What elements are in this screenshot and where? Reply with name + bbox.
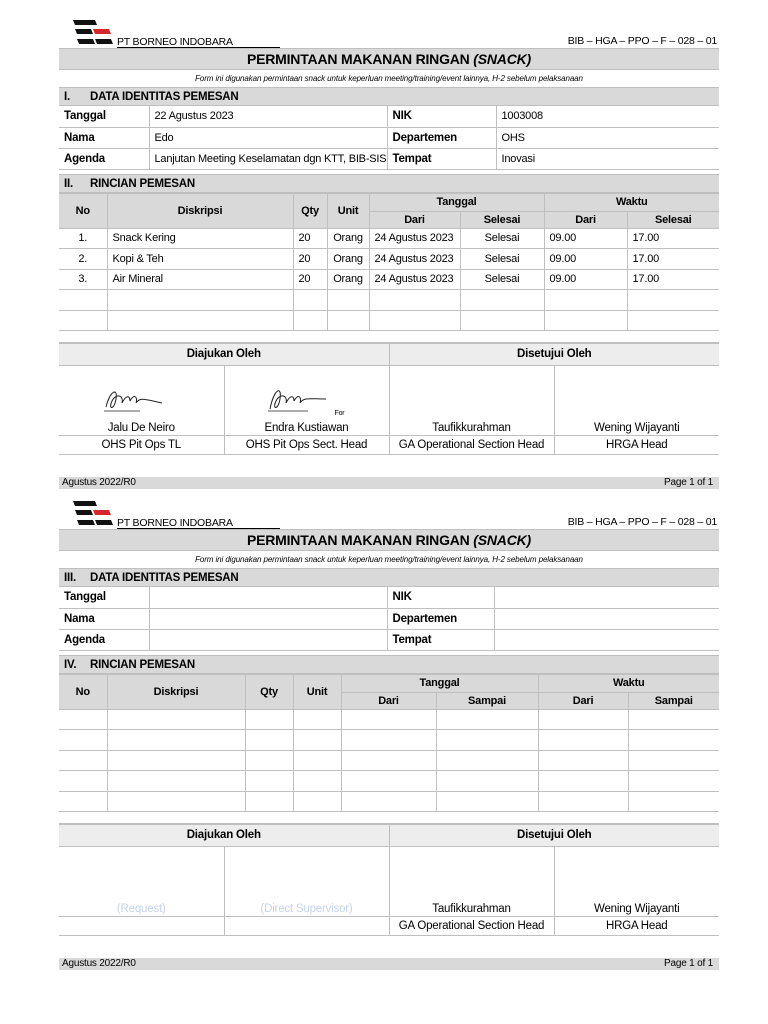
nama-label: Nama — [59, 608, 149, 629]
revision-label: Agustus 2022/R0 — [62, 476, 136, 488]
identity-table — [59, 587, 719, 651]
time-to[interactable] — [628, 771, 719, 792]
col-waktu: Waktu — [544, 193, 719, 211]
signature-cell[interactable] — [224, 846, 389, 916]
date-from[interactable] — [341, 750, 436, 771]
item-unit[interactable] — [293, 771, 341, 792]
item-qty[interactable]: 20 — [293, 228, 327, 249]
date-to[interactable] — [460, 310, 544, 331]
date-to[interactable] — [436, 730, 538, 751]
col-waktu-sampai: Sampai — [628, 692, 719, 709]
identity-row — [59, 608, 719, 629]
row-number[interactable] — [59, 791, 107, 812]
time-to[interactable] — [628, 730, 719, 751]
signer-role: HRGA Head — [554, 435, 719, 454]
title-italic: (SNACK) — [473, 532, 532, 548]
item-unit[interactable]: Orang — [327, 228, 369, 249]
company-logo-icon — [73, 499, 117, 529]
col-waktu-dari: Dari — [544, 211, 627, 228]
form-footer — [59, 958, 719, 970]
item-description[interactable] — [107, 750, 245, 771]
form-header — [59, 499, 719, 529]
snack-request-form-1 — [59, 18, 719, 489]
section-order-header — [59, 174, 719, 193]
time-from[interactable] — [544, 310, 627, 331]
signer-name: Wening Wijayanti — [594, 902, 680, 915]
time-from[interactable] — [544, 290, 627, 311]
nik-label: NIK — [387, 106, 496, 127]
order-rows — [59, 228, 719, 331]
signer-role — [59, 916, 224, 935]
date-from[interactable]: 24 Agustus 2023 — [369, 269, 460, 290]
signer-role: OHS Pit Ops TL — [59, 435, 224, 454]
submitted-by-header: Diajukan Oleh — [59, 824, 389, 846]
section-title: RINCIAN PEMESAN — [90, 658, 195, 671]
item-qty[interactable] — [293, 290, 327, 311]
signature-cell — [389, 365, 554, 435]
col-description: Diskripsi — [107, 193, 293, 228]
date-from[interactable] — [369, 290, 460, 311]
row-number[interactable] — [59, 730, 107, 751]
departemen-label: Departemen — [387, 127, 496, 148]
col-tanggal-dari: Dari — [369, 211, 460, 228]
item-description[interactable]: Kopi & Teh — [107, 249, 293, 270]
form-title — [59, 48, 719, 70]
date-to[interactable] — [436, 791, 538, 812]
signature-table — [59, 823, 719, 936]
item-description[interactable] — [107, 709, 245, 730]
table-row — [59, 750, 719, 771]
item-description[interactable] — [107, 310, 293, 331]
section-number: IV. — [64, 658, 77, 671]
tempat-label: Tempat — [387, 629, 494, 650]
date-from[interactable] — [341, 709, 436, 730]
row-number[interactable] — [59, 310, 107, 331]
row-number[interactable] — [59, 290, 107, 311]
time-from[interactable]: 09.00 — [544, 249, 627, 270]
date-to[interactable] — [460, 290, 544, 311]
agenda-field[interactable]: Lanjutan Meeting Keselamatan dgn KTT, BIB-SIS — [149, 148, 387, 169]
form-title — [59, 529, 719, 551]
time-to[interactable]: 17.00 — [627, 228, 719, 249]
nama-field[interactable] — [149, 608, 387, 629]
title-main: PERMINTAAN MAKANAN RINGAN — [246, 532, 470, 548]
time-from[interactable] — [538, 791, 628, 812]
date-to[interactable] — [436, 709, 538, 730]
col-unit: Unit — [293, 674, 341, 709]
document-number: BIB – HGA – PPO – F – 028 – 01 — [567, 516, 717, 528]
order-table — [59, 674, 719, 813]
section-order-header — [59, 655, 719, 674]
date-to[interactable]: Selesai — [460, 269, 544, 290]
section-number: III. — [64, 572, 76, 584]
item-qty[interactable] — [245, 771, 293, 792]
company-name: PT BORNEO INDOBARA — [117, 517, 233, 529]
item-qty[interactable] — [245, 730, 293, 751]
revision-label: Agustus 2022/R0 — [62, 957, 136, 969]
table-row — [59, 730, 719, 751]
agenda-label: Agenda — [59, 148, 149, 169]
col-qty: Qty — [293, 193, 327, 228]
tempat-field[interactable] — [494, 629, 719, 650]
time-from[interactable] — [538, 709, 628, 730]
signer-name: Wening Wijayanti — [594, 421, 680, 434]
item-qty[interactable] — [245, 750, 293, 771]
form-subtitle: Form ini digunakan permintaan snack untuk keperluan meeting/training/event lainnya, H-2 sebelum pelaksanaan — [195, 555, 583, 564]
col-qty: Qty — [245, 674, 293, 709]
company-underline — [117, 528, 280, 529]
requester-placeholder: (Request) — [116, 902, 166, 915]
date-to[interactable]: Selesai — [460, 249, 544, 270]
time-from[interactable] — [538, 771, 628, 792]
item-qty[interactable]: 20 — [293, 269, 327, 290]
identity-row — [59, 127, 719, 148]
page-number: Page 1 of 1 — [664, 476, 713, 488]
item-description[interactable] — [107, 791, 245, 812]
form-footer — [59, 477, 719, 489]
date-from[interactable]: 24 Agustus 2023 — [369, 228, 460, 249]
item-qty[interactable] — [245, 791, 293, 812]
col-tanggal-selesai: Selesai — [460, 211, 544, 228]
tempat-field[interactable]: Inovasi — [496, 148, 719, 169]
signature-cell — [59, 365, 224, 435]
tanggal-field[interactable]: 22 Agustus 2023 — [149, 106, 387, 127]
item-description[interactable]: Snack Kering — [107, 228, 293, 249]
section-title: DATA IDENTITAS PEMESAN — [90, 91, 239, 103]
section-identity-header — [59, 87, 719, 106]
col-tanggal: Tanggal — [369, 193, 544, 211]
item-unit[interactable]: Orang — [327, 249, 369, 270]
row-number[interactable]: 2. — [59, 249, 107, 270]
col-no: No — [59, 674, 107, 709]
table-row — [59, 269, 719, 290]
form-header — [59, 18, 719, 48]
submitted-by-header: Diajukan Oleh — [59, 343, 389, 365]
section-title: DATA IDENTITAS PEMESAN — [90, 572, 239, 584]
item-unit[interactable]: Orang — [327, 269, 369, 290]
tanggal-field[interactable] — [149, 587, 387, 608]
section-number: II. — [64, 177, 73, 190]
approved-by-header: Disetujui Oleh — [389, 824, 719, 846]
col-waktu: Waktu — [538, 674, 719, 692]
signer-role: GA Operational Section Head — [389, 916, 554, 935]
item-qty[interactable] — [293, 310, 327, 331]
date-to[interactable] — [436, 750, 538, 771]
time-to[interactable] — [628, 709, 719, 730]
time-from[interactable]: 09.00 — [544, 228, 627, 249]
nik-field[interactable]: 1003008 — [496, 106, 719, 127]
col-no: No — [59, 193, 107, 228]
signer-name: Endra Kustiawan — [264, 421, 349, 434]
item-unit[interactable] — [327, 310, 369, 331]
item-unit[interactable] — [293, 750, 341, 771]
item-unit[interactable] — [293, 709, 341, 730]
col-waktu-selesai: Selesai — [627, 211, 719, 228]
col-waktu-dari: Dari — [538, 692, 628, 709]
item-unit[interactable] — [293, 730, 341, 751]
signer-role — [224, 916, 389, 935]
date-from[interactable]: 24 Agustus 2023 — [369, 249, 460, 270]
section-identity-header — [59, 568, 719, 587]
date-to[interactable] — [436, 771, 538, 792]
signer-name: Taufikkurahman — [432, 421, 511, 434]
approved-by-header: Disetujui Oleh — [389, 343, 719, 365]
tanggal-label: Tanggal — [59, 106, 149, 127]
identity-row — [59, 587, 719, 608]
item-description[interactable] — [107, 730, 245, 751]
page-number: Page 1 of 1 — [664, 957, 713, 969]
identity-table — [59, 106, 719, 170]
row-number[interactable]: 1. — [59, 228, 107, 249]
departemen-label: Departemen — [387, 608, 494, 629]
signer-role: GA Operational Section Head — [389, 435, 554, 454]
time-to[interactable] — [628, 750, 719, 771]
order-table — [59, 193, 719, 332]
table-row — [59, 791, 719, 812]
signature-cell — [554, 846, 719, 916]
company-logo-icon — [73, 18, 117, 48]
signature-image-icon — [100, 381, 170, 417]
item-description[interactable] — [107, 290, 293, 311]
col-tanggal: Tanggal — [341, 674, 538, 692]
signature-cell — [389, 846, 554, 916]
date-from[interactable] — [341, 730, 436, 751]
signer-role: OHS Pit Ops Sect. Head — [224, 435, 389, 454]
identity-row — [59, 106, 719, 127]
agenda-label: Agenda — [59, 629, 149, 650]
form-subtitle: Form ini digunakan permintaan snack untuk keperluan meeting/training/event lainnya, H-2 sebelum pelaksanaan — [195, 74, 583, 83]
signature-cell — [554, 365, 719, 435]
title-italic: (SNACK) — [473, 51, 532, 67]
company-name: PT BORNEO INDOBARA — [117, 36, 233, 48]
time-from[interactable]: 09.00 — [544, 269, 627, 290]
item-unit[interactable] — [327, 290, 369, 311]
supervisor-placeholder: (Direct Supervisor) — [260, 902, 353, 915]
document-number: BIB – HGA – PPO – F – 028 – 01 — [567, 35, 717, 47]
time-from[interactable] — [538, 750, 628, 771]
signer-name: Taufikkurahman — [432, 902, 511, 915]
row-number[interactable] — [59, 750, 107, 771]
signature-cell — [224, 365, 389, 435]
item-qty[interactable]: 20 — [293, 249, 327, 270]
signature-image-icon — [264, 381, 334, 417]
tempat-label: Tempat — [387, 148, 496, 169]
nama-field[interactable]: Edo — [149, 127, 387, 148]
agenda-field[interactable] — [149, 629, 387, 650]
table-row — [59, 771, 719, 792]
identity-row — [59, 148, 719, 169]
title-main: PERMINTAAN MAKANAN RINGAN — [246, 51, 470, 67]
item-description[interactable]: Air Mineral — [107, 269, 293, 290]
time-to[interactable] — [628, 791, 719, 812]
time-to[interactable] — [627, 310, 719, 331]
row-number[interactable] — [59, 709, 107, 730]
item-description[interactable] — [107, 771, 245, 792]
date-to[interactable]: Selesai — [460, 228, 544, 249]
item-qty[interactable] — [245, 709, 293, 730]
section-title: RINCIAN PEMESAN — [90, 177, 195, 190]
signer-name: Jalu De Neiro — [107, 421, 175, 434]
time-to[interactable]: 17.00 — [627, 249, 719, 270]
table-row — [59, 290, 719, 311]
col-tanggal-sampai: Sampai — [436, 692, 538, 709]
time-from[interactable] — [538, 730, 628, 751]
order-rows — [59, 709, 719, 812]
col-tanggal-dari: Dari — [341, 692, 436, 709]
signature-cell[interactable] — [59, 846, 224, 916]
snack-request-form-2 — [59, 499, 719, 970]
company-underline — [117, 47, 280, 48]
for-note: For — [334, 409, 345, 417]
signer-role: HRGA Head — [554, 916, 719, 935]
col-description: Diskripsi — [107, 674, 245, 709]
time-to[interactable] — [627, 290, 719, 311]
departemen-field[interactable] — [494, 608, 719, 629]
nama-label: Nama — [59, 127, 149, 148]
date-from[interactable] — [341, 791, 436, 812]
table-row — [59, 228, 719, 249]
nik-label: NIK — [387, 587, 494, 608]
item-unit[interactable] — [293, 791, 341, 812]
row-number[interactable]: 3. — [59, 269, 107, 290]
identity-row — [59, 629, 719, 650]
signature-table — [59, 342, 719, 455]
date-from[interactable] — [369, 310, 460, 331]
row-number[interactable] — [59, 771, 107, 792]
departemen-field[interactable]: OHS — [496, 127, 719, 148]
nik-field[interactable] — [494, 587, 719, 608]
table-row — [59, 249, 719, 270]
table-row — [59, 709, 719, 730]
tanggal-label: Tanggal — [59, 587, 149, 608]
section-number: I. — [64, 91, 70, 103]
table-row — [59, 310, 719, 331]
time-to[interactable]: 17.00 — [627, 269, 719, 290]
date-from[interactable] — [341, 771, 436, 792]
col-unit: Unit — [327, 193, 369, 228]
